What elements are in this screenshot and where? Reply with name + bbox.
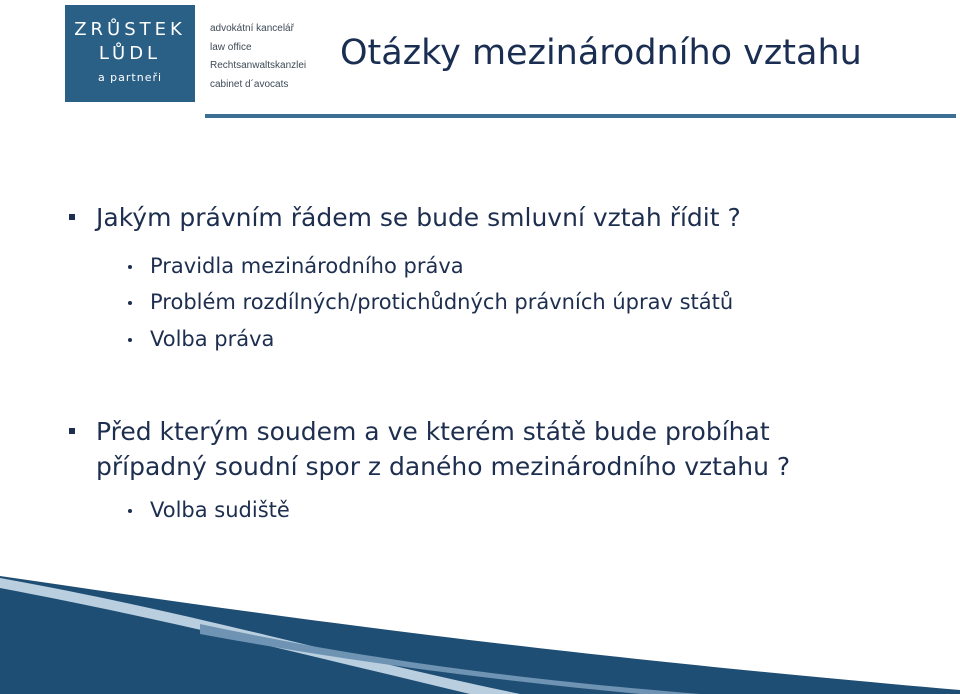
sub-point-2-1 xyxy=(150,498,290,522)
sub-point-1-1-text: Pravidla mezinárodního práva xyxy=(150,254,464,278)
sub-point-1-2 xyxy=(150,290,733,314)
square-bullet-icon xyxy=(69,428,75,434)
bullet-point-1 xyxy=(96,200,741,235)
bullet-point-2-line-1: Před kterým soudem a ve kterém státě bude probíhat xyxy=(96,417,770,446)
title-divider xyxy=(205,114,956,118)
round-bullet-icon xyxy=(128,509,132,513)
bullet-point-1-text: Jakým právním řádem se bude smluvní vztah řídit ? xyxy=(96,203,741,232)
slide-title: Otázky mezinárodního vztahu xyxy=(340,33,862,73)
logo-line-2: LŮDL xyxy=(98,43,162,64)
sub-point-1-2-text: Problém rozdílných/protichůdných právních úprav států xyxy=(150,290,734,314)
sub-point-1-3 xyxy=(150,327,274,351)
square-bullet-icon xyxy=(69,214,75,220)
round-bullet-icon xyxy=(128,265,132,269)
decorative-swoosh xyxy=(0,574,960,694)
sub-point-1-1 xyxy=(150,254,464,278)
bullet-point-2 xyxy=(96,414,770,449)
bullet-point-2-line-2: případný soudní spor z daného mezinárodního vztahu ? xyxy=(96,452,791,481)
round-bullet-icon xyxy=(128,301,132,305)
bullet-point-2-continued xyxy=(96,449,790,484)
tagline-3: Rechtsanwaltskanzlei xyxy=(210,60,307,71)
tagline-2: law office xyxy=(210,42,252,53)
sub-point-1-3-text: Volba práva xyxy=(150,327,275,351)
round-bullet-icon xyxy=(128,338,132,342)
logo-line-3: a partneři xyxy=(97,71,163,84)
firm-logo xyxy=(65,5,195,102)
tagline-4: cabinet d´avocats xyxy=(210,79,289,90)
sub-point-2-1-text: Volba sudiště xyxy=(150,498,290,522)
tagline-1: advokátní kancelář xyxy=(210,23,294,34)
logo-line-1: ZRŮSTEK xyxy=(74,19,186,40)
